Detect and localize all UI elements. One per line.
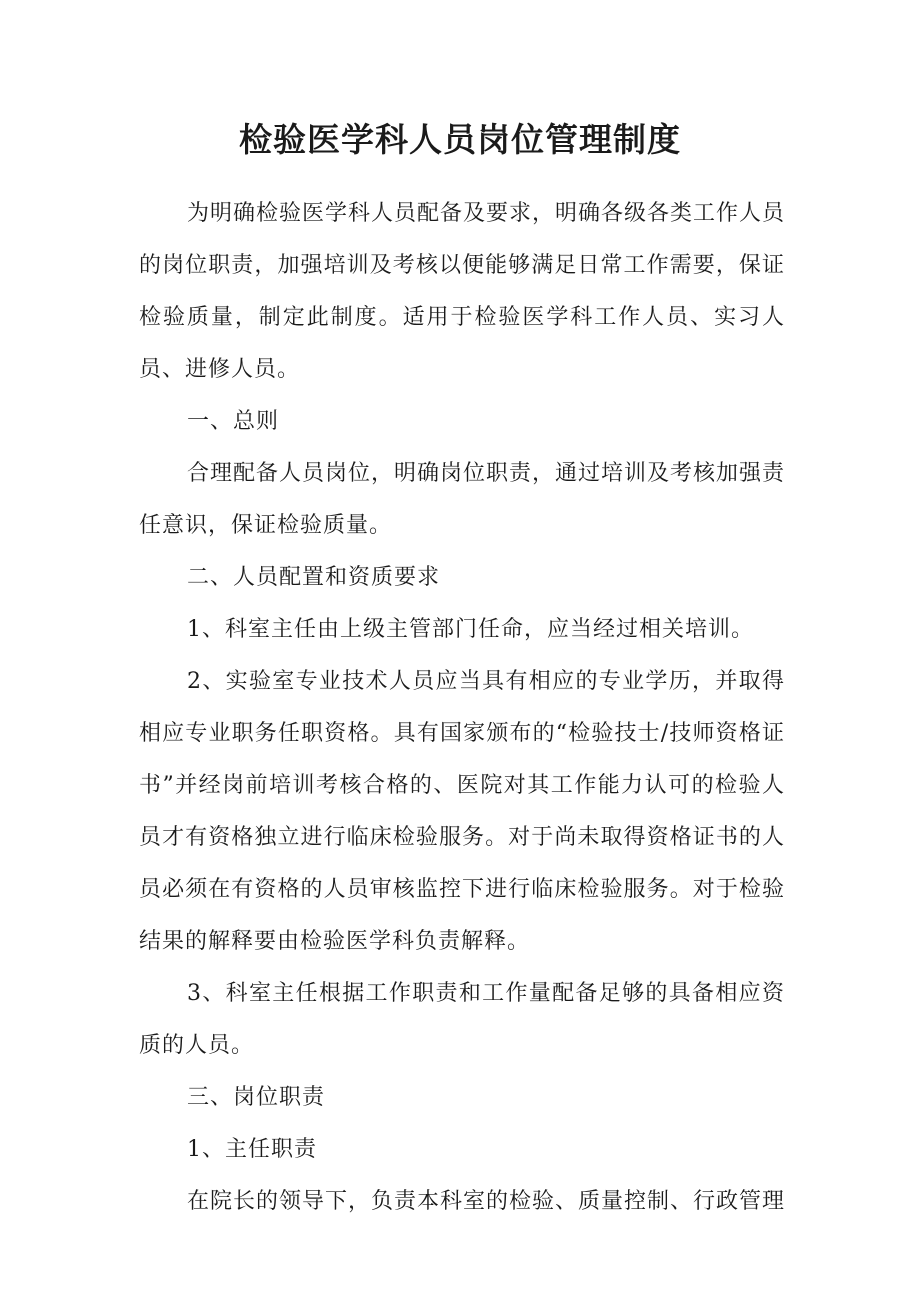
paragraph-staffing-3: 3、科室主任根据工作职责和工作量配备足够的具备相应资质的人员。 [139, 981, 785, 1058]
paragraph-staffing-2: 2、实验室专业技术人员应当具有相应的专业学历，并取得相应专业职务任职资格。具有国家颁布的“检验技士/技师资格证书”并经岗前培训考核合格的、医院对其工作能力认可的检验人员才有资格独立进行临床检验服务。对于尚未取得资格证书的人员必须在有资格的人员审核监控下进行临床检验服务。对于检验结果的解释要由检验医学科负责解释。 [139, 669, 785, 954]
heading-director-duties: 1、主任职责 [187, 1137, 317, 1162]
heading-general: 一、总则 [187, 409, 280, 434]
paragraph-director-duties: 在院长的领导下，负责本科室的检验、质量控制、行政管理 [187, 1189, 786, 1214]
heading-staffing: 二、人员配置和资质要求 [187, 565, 441, 590]
paragraph-intro: 为明确检验医学科人员配备及要求，明确各级各类工作人员的岗位职责，加强培训及考核以便能够满足日常工作需要，保证检验质量，制定此制度。适用于检验医学科工作人员、实习人员、进修人员。 [139, 201, 786, 382]
paragraph-staffing-1: 1、科室主任由上级主管部门任命，应当经过相关培训。 [187, 617, 754, 642]
document-body [139, 188, 785, 1228]
paragraph-general: 合理配备人员岗位，明确岗位职责，通过培训及考核加强责任意识，保证检验质量。 [139, 461, 786, 538]
heading-duties: 三、岗位职责 [187, 1085, 326, 1110]
document-title: 检验医学科人员岗位管理制度 [239, 120, 681, 159]
